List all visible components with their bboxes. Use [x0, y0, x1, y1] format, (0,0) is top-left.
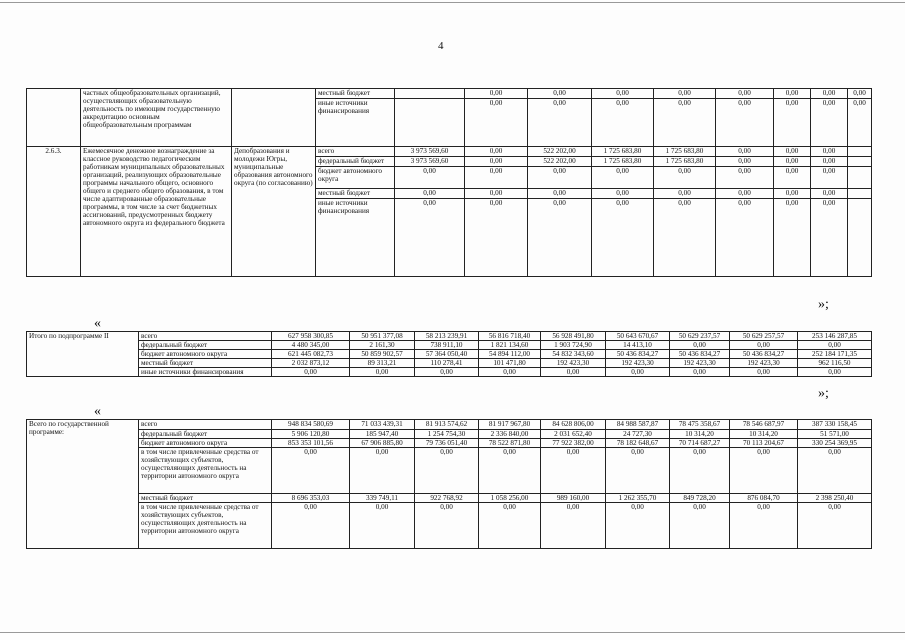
value-cell: 0,00: [670, 503, 730, 549]
value-cell: 0,00: [479, 503, 541, 549]
value-cell: 50 629 237,57: [670, 332, 730, 341]
value-cell: 14 413,10: [606, 341, 670, 350]
value-cell: 0,00: [272, 368, 350, 377]
value-cell: 81 917 967,80: [479, 420, 541, 430]
value-cell: 2 398 250,40: [798, 494, 872, 503]
value-cell: 0,00: [465, 99, 528, 147]
value-cell: 71 033 439,31: [350, 420, 415, 430]
value-cell: 50 859 902,57: [350, 350, 415, 359]
value-cell: [848, 167, 872, 189]
value-cell: 948 834 580,69: [272, 420, 350, 430]
value-cell: 0,00: [465, 199, 528, 277]
value-cell: 330 254 369,95: [798, 439, 872, 448]
value-cell: 1 262 355,70: [606, 494, 670, 503]
value-cell: 876 084,70: [730, 494, 798, 503]
funding-source: всего: [139, 420, 272, 430]
value-cell: 522 202,00: [528, 147, 592, 157]
value-cell: 8 696 353,03: [272, 494, 350, 503]
value-cell: 0,00: [592, 89, 654, 99]
value-cell: 0,00: [350, 503, 415, 549]
value-cell: [848, 157, 872, 167]
value-cell: 0,00: [415, 448, 479, 494]
value-cell: 70 113 204,67: [730, 439, 798, 448]
value-cell: [848, 199, 872, 277]
funding-source: всего: [316, 147, 395, 157]
value-cell: 54 832 343,60: [541, 350, 606, 359]
value-cell: 738 911,10: [415, 341, 479, 350]
value-cell: 0,00: [272, 448, 350, 494]
executor-cell: [232, 89, 316, 147]
value-cell: 1 058 256,00: [479, 494, 541, 503]
value-cell: 89 313,21: [350, 359, 415, 368]
value-cell: 0,00: [592, 99, 654, 147]
activity-description: частных общеобразовательных организаций, осуществляющих образовательную деятельность по имеющим государственную аккредитацию основным общеобразовательным программам: [81, 89, 232, 147]
value-cell: 0,00: [350, 448, 415, 494]
funding-source: всего: [139, 332, 272, 341]
value-cell: 1 725 683,80: [654, 157, 716, 167]
value-cell: 0,00: [716, 199, 774, 277]
value-cell: 0,00: [465, 189, 528, 199]
value-cell: 0,00: [811, 157, 848, 167]
funding-source: местный бюджет: [139, 494, 272, 503]
value-cell: 67 906 885,80: [350, 439, 415, 448]
value-cell: [848, 147, 872, 157]
opening-quote-2: «: [94, 404, 101, 419]
table-row: [27, 341, 872, 350]
value-cell: 0,00: [592, 189, 654, 199]
scan-edge-bottom: [0, 632, 905, 633]
funding-source: бюджет автономного округа: [139, 350, 272, 359]
value-cell: 0,00: [811, 99, 848, 147]
funding-source: бюджет автономного округа: [316, 167, 395, 189]
value-cell: 253 146 287,85: [798, 332, 872, 341]
value-cell: 58 213 239,91: [415, 332, 479, 341]
value-cell: 0,00: [670, 448, 730, 494]
funding-source: иные источники финансирования: [316, 199, 395, 277]
value-cell: 0,00: [798, 341, 872, 350]
value-cell: 51 571,00: [798, 430, 872, 439]
value-cell: 1 254 754,30: [415, 430, 479, 439]
value-cell: 0,00: [654, 199, 716, 277]
value-cell: 0,00: [465, 89, 528, 99]
value-cell: 0,00: [541, 368, 606, 377]
value-cell: 853 353 101,56: [272, 439, 350, 448]
total-label: Итого по подпрограмме II: [27, 332, 139, 377]
value-cell: 339 749,11: [350, 494, 415, 503]
value-cell: 0,00: [730, 503, 798, 549]
value-cell: 0,00: [774, 147, 811, 157]
activities-table: [26, 88, 872, 277]
table-row: [27, 494, 872, 503]
value-cell: 0,00: [848, 89, 872, 99]
value-cell: 0,00: [654, 167, 716, 189]
value-cell: 2 336 840,00: [479, 430, 541, 439]
item-number: 2.6.3.: [27, 147, 81, 277]
value-cell: 0,00: [670, 368, 730, 377]
table-row: [27, 448, 872, 494]
value-cell: 24 727,30: [606, 430, 670, 439]
value-cell: 0,00: [465, 147, 528, 157]
value-cell: 50 436 834,27: [730, 350, 798, 359]
funding-source: местный бюджет: [316, 189, 395, 199]
value-cell: 0,00: [528, 167, 592, 189]
value-cell: 0,00: [528, 189, 592, 199]
value-cell: 192 423,30: [670, 359, 730, 368]
value-cell: 0,00: [541, 448, 606, 494]
funding-source: в том числе привлеченные средства от хозяйствующих субъектов, осуществляющих деятельность на территории автономного округа: [139, 448, 272, 494]
table-row: [27, 420, 872, 430]
value-cell: 50 436 834,27: [606, 350, 670, 359]
table-row: [27, 147, 872, 157]
value-cell: 84 628 806,00: [541, 420, 606, 430]
value-cell: 0,00: [479, 448, 541, 494]
table-row: [27, 503, 872, 549]
funding-source: местный бюджет: [139, 359, 272, 368]
value-cell: 77 922 382,00: [541, 439, 606, 448]
value-cell: 922 768,92: [415, 494, 479, 503]
value-cell: 79 736 051,40: [415, 439, 479, 448]
funding-source: федеральный бюджет: [316, 157, 395, 167]
value-cell: 50 629 257,57: [730, 332, 798, 341]
value-cell: 0,00: [670, 341, 730, 350]
value-cell: 621 445 082,73: [272, 350, 350, 359]
table-row: [27, 439, 872, 448]
value-cell: 0,00: [528, 199, 592, 277]
value-cell: 56 816 718,40: [479, 332, 541, 341]
value-cell: 0,00: [716, 189, 774, 199]
value-cell: 0,00: [798, 448, 872, 494]
value-cell: 0,00: [798, 503, 872, 549]
value-cell: 0,00: [465, 157, 528, 167]
value-cell: 50 951 377,08: [350, 332, 415, 341]
value-cell: 3 973 569,60: [395, 147, 465, 157]
funding-source: федеральный бюджет: [139, 430, 272, 439]
value-cell: 57 364 050,40: [415, 350, 479, 359]
value-cell: 0,00: [528, 89, 592, 99]
value-cell: 0,00: [716, 89, 774, 99]
value-cell: 0,00: [730, 341, 798, 350]
value-cell: 81 913 574,62: [415, 420, 479, 430]
closing-quote-2: »;: [818, 386, 829, 401]
value-cell: 849 728,20: [670, 494, 730, 503]
value-cell: 1 903 724,90: [541, 341, 606, 350]
value-cell: 56 928 491,80: [541, 332, 606, 341]
value-cell: 2 031 652,40: [541, 430, 606, 439]
value-cell: 0,00: [592, 167, 654, 189]
value-cell: 0,00: [606, 448, 670, 494]
table-row: [27, 359, 872, 368]
value-cell: 0,00: [730, 368, 798, 377]
table-row: [27, 350, 872, 359]
table-row: [27, 368, 872, 377]
value-cell: 4 480 345,00: [272, 341, 350, 350]
value-cell: 54 894 112,00: [479, 350, 541, 359]
value-cell: 2 161,30: [350, 341, 415, 350]
value-cell: 0,00: [654, 189, 716, 199]
value-cell: 0,00: [774, 199, 811, 277]
value-cell: 101 471,80: [479, 359, 541, 368]
opening-quote-1: «: [94, 316, 101, 331]
value-cell: 0,00: [774, 167, 811, 189]
value-cell: 0,00: [716, 99, 774, 147]
value-cell: 192 423,30: [730, 359, 798, 368]
value-cell: 0,00: [654, 99, 716, 147]
value-cell: 0,00: [811, 89, 848, 99]
value-cell: 78 475 358,67: [670, 420, 730, 430]
value-cell: 962 116,50: [798, 359, 872, 368]
value-cell: 0,00: [811, 199, 848, 277]
value-cell: 0,00: [811, 167, 848, 189]
value-cell: 0,00: [848, 99, 872, 147]
value-cell: 0,00: [716, 147, 774, 157]
value-cell: 78 182 648,67: [606, 439, 670, 448]
value-cell: 84 988 587,87: [606, 420, 670, 430]
value-cell: 0,00: [774, 89, 811, 99]
value-cell: 192 423,30: [541, 359, 606, 368]
value-cell: 50 643 670,67: [606, 332, 670, 341]
table-row: [27, 332, 872, 341]
program-total-table: [26, 419, 872, 549]
value-cell: 0,00: [774, 157, 811, 167]
page-number: 4: [438, 40, 444, 52]
executor-cell: Депобразования и молодежи Югры, муниципальные образования автономного округа (по согласованию): [232, 147, 316, 277]
funding-source: местный бюджет: [316, 89, 395, 99]
value-cell: 0,00: [479, 368, 541, 377]
table-row: [27, 89, 872, 99]
value-cell: 78 546 687,97: [730, 420, 798, 430]
table-row: [27, 430, 872, 439]
value-cell: 0,00: [541, 503, 606, 549]
value-cell: 50 436 834,27: [670, 350, 730, 359]
value-cell: 1 725 683,80: [592, 157, 654, 167]
value-cell: 627 958 300,85: [272, 332, 350, 341]
value-cell: 192 423,30: [606, 359, 670, 368]
funding-source: федеральный бюджет: [139, 341, 272, 350]
value-cell: 0,00: [415, 503, 479, 549]
value-cell: 185 947,40: [350, 430, 415, 439]
value-cell: 0,00: [395, 199, 465, 277]
value-cell: 0,00: [730, 448, 798, 494]
value-cell: 0,00: [395, 167, 465, 189]
funding-source: бюджет автономного округа: [139, 439, 272, 448]
funding-source: в том числе привлеченные средства от хозяйствующих субъектов, осуществляющих деятельность на территории автономного округа: [139, 503, 272, 549]
value-cell: 1 725 683,80: [592, 147, 654, 157]
value-cell: 0,00: [415, 368, 479, 377]
funding-source: иные источники финансирования: [316, 99, 395, 147]
value-cell: 989 160,00: [541, 494, 606, 503]
funding-source: иные источники финансирования: [139, 368, 272, 377]
value-cell: 0,00: [528, 99, 592, 147]
value-cell: 2 032 873,12: [272, 359, 350, 368]
total-label: Всего по государственной программе:: [27, 420, 139, 549]
value-cell: 0,00: [272, 503, 350, 549]
value-cell: 5 906 120,80: [272, 430, 350, 439]
subprogram-total-table: [26, 331, 872, 377]
value-cell: 0,00: [716, 157, 774, 167]
value-cell: 0,00: [774, 99, 811, 147]
closing-quote-1: »;: [818, 297, 829, 312]
value-cell: 3 973 569,60: [395, 157, 465, 167]
value-cell: 0,00: [592, 199, 654, 277]
value-cell: 0,00: [798, 368, 872, 377]
value-cell: 252 184 171,35: [798, 350, 872, 359]
value-cell: 0,00: [395, 189, 465, 199]
value-cell: 0,00: [465, 167, 528, 189]
value-cell: 1 725 683,80: [654, 147, 716, 157]
activity-description: Ежемесячное денежное вознаграждение за классное руководство педагогическим работникам муниципальных образовательных организаций, реализующих образовательные программы начального общего, основного общего и среднего общего образования, в том числе адаптированные образовательные программы, в том числе за счет бюджетных ассигнований, предусмотренных бюджету автономного округа из федерального бюджета: [81, 147, 232, 277]
value-cell: 110 278,41: [415, 359, 479, 368]
value-cell: 522 202,00: [528, 157, 592, 167]
value-cell: 70 714 687,27: [670, 439, 730, 448]
value-cell: 0,00: [811, 147, 848, 157]
value-cell: 10 314,20: [730, 430, 798, 439]
value-cell: 10 314,20: [670, 430, 730, 439]
value-cell: 0,00: [606, 503, 670, 549]
value-cell: 387 330 158,45: [798, 420, 872, 430]
value-cell: 0,00: [716, 167, 774, 189]
value-cell: 78 522 871,80: [479, 439, 541, 448]
value-cell: [395, 99, 465, 147]
value-cell: [848, 189, 872, 199]
value-cell: 0,00: [606, 368, 670, 377]
value-cell: 1 821 134,60: [479, 341, 541, 350]
value-cell: [395, 89, 465, 99]
value-cell: 0,00: [350, 368, 415, 377]
value-cell: 0,00: [654, 89, 716, 99]
scan-edge-top: [0, 2, 905, 3]
value-cell: 0,00: [811, 189, 848, 199]
value-cell: 0,00: [774, 189, 811, 199]
item-number-cell: [27, 89, 81, 147]
